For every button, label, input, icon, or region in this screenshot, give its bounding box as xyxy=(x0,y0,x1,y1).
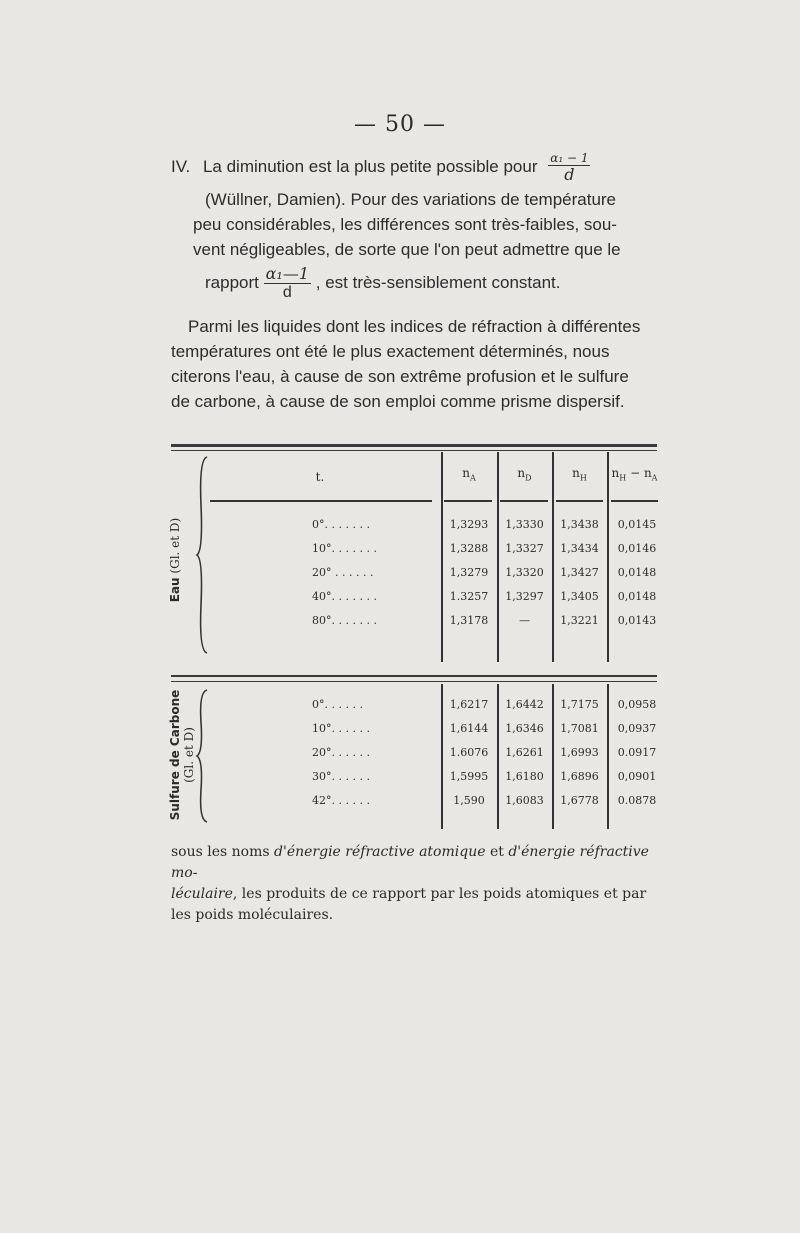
cell-nA: 1,3178 xyxy=(449,614,489,627)
para2-line2: températures ont été le plus exactement déterminés, nous xyxy=(171,342,610,361)
cell-nD: — xyxy=(519,614,530,627)
cell-nH: 1,3221 xyxy=(560,614,599,627)
cell-diff: 0,0146 xyxy=(617,542,657,555)
footnote-line3: les poids moléculaires. xyxy=(171,907,334,923)
cell-nA: 1.6076 xyxy=(449,746,489,759)
header-underline xyxy=(556,500,603,502)
cell-nD: 1,6261 xyxy=(505,746,544,759)
header-nH-minus-nA: $n_H - n_A$ xyxy=(611,466,658,483)
cell-diff: 0,0901 xyxy=(617,770,657,783)
header-underline xyxy=(611,500,658,502)
cell-nH: 1,7081 xyxy=(560,722,599,735)
fraction-rapport xyxy=(264,266,311,301)
cell-nA: 1,3293 xyxy=(449,518,489,531)
row-temperature: 80°. . . . . . . xyxy=(312,614,377,627)
cell-nA: 1,6144 xyxy=(449,722,489,735)
carbon-side-label: Sulfure de Carbone (Gl. et D) xyxy=(168,689,196,821)
cell-nA: 1.3257 xyxy=(449,590,489,603)
cell-diff: 0,0148 xyxy=(617,590,657,603)
table-top-rule-thin xyxy=(171,450,657,451)
cell-nH: 1,3405 xyxy=(560,590,599,603)
cell-nD: 1,6180 xyxy=(505,770,544,783)
fraction-numerator: α₁—1 xyxy=(265,264,310,283)
cell-nD: 1,6083 xyxy=(505,794,544,807)
header-nH: $n_H$ xyxy=(572,466,587,483)
cell-nH: 1,6778 xyxy=(560,794,599,807)
section-iv-line1 xyxy=(171,152,671,183)
cell-diff: 0,0958 xyxy=(617,698,657,711)
cell-nH: 1,6896 xyxy=(560,770,599,783)
row-temperature: 20°. . . . . . xyxy=(312,746,370,759)
cell-nH: 1,3438 xyxy=(560,518,599,531)
row-temperature: 0°. . . . . . xyxy=(312,698,363,711)
fraction-denominator: d xyxy=(282,284,292,301)
footnote-line1: sous les noms d'énergie réfractive atomique et d'énergie réfractive mo- xyxy=(171,844,649,881)
cell-nA: 1,3279 xyxy=(449,566,489,579)
table-mid-rule xyxy=(171,675,657,677)
cell-diff: 0,0937 xyxy=(617,722,657,735)
cell-nH: 1,6993 xyxy=(560,746,599,759)
cell-nD: 1,6442 xyxy=(505,698,544,711)
row-temperature: 30°. . . . . . xyxy=(312,770,370,783)
header-nD: $n_D$ xyxy=(517,466,532,483)
cell-nA: 1,3288 xyxy=(449,542,489,555)
col-divider xyxy=(552,452,554,662)
row-temperature: 20° . . . . . . xyxy=(312,566,374,579)
section-iv-text1: La diminution est la plus petite possible pour xyxy=(202,156,538,176)
footnote xyxy=(171,842,666,926)
cell-nD: 1,3327 xyxy=(505,542,544,555)
section-iv-text5: , est très-sensiblement constant. xyxy=(315,272,561,292)
page-number: — 50 — xyxy=(354,112,446,137)
fraction-alpha-over-d xyxy=(548,152,590,183)
row-temperature: 42°. . . . . . xyxy=(312,794,370,807)
cell-nH: 1,7175 xyxy=(560,698,599,711)
cell-nH: 1,3427 xyxy=(560,566,599,579)
section-iv-line3: peu considérables, les différences sont très-faibles, sou- xyxy=(193,215,617,234)
row-temperature: 10°. . . . . . xyxy=(312,722,370,735)
cell-nA: 1,590 xyxy=(453,794,485,807)
rapport-word: rapport xyxy=(205,272,259,292)
cell-nA: 1,6217 xyxy=(449,698,489,711)
para2-line3: citerons l'eau, à cause de son extrême profusion et le sulfure xyxy=(171,367,629,386)
table-mid-rule-thin xyxy=(171,681,657,682)
cell-diff: 0,0145 xyxy=(617,518,657,531)
col-divider xyxy=(441,452,443,662)
section-iv-line5 xyxy=(205,266,675,301)
row-temperature: 10°. . . . . . . xyxy=(312,542,377,555)
footnote-line2: léculaire, les produits de ce rapport par les poids atomiques et par xyxy=(171,886,647,902)
cell-diff: 0,0148 xyxy=(617,566,657,579)
para2-line4: de carbone, à cause de son emploi comme prisme dispersif. xyxy=(171,392,625,411)
cell-diff: 0.0917 xyxy=(617,746,657,759)
section-iv-line4: vent négligeables, de sorte que l'on peut admettre que le xyxy=(193,240,621,259)
cell-nD: 1,3330 xyxy=(505,518,544,531)
cell-nA: 1,5995 xyxy=(449,770,489,783)
header-t: t. xyxy=(315,470,325,484)
header-underline xyxy=(210,500,432,502)
col-divider xyxy=(497,452,499,662)
fraction-denominator: d xyxy=(564,165,575,184)
cell-diff: 0.0878 xyxy=(617,794,657,807)
col-divider xyxy=(607,452,609,662)
water-brace xyxy=(195,455,211,655)
section-marker: IV. xyxy=(171,156,191,176)
cell-nD: 1,3320 xyxy=(505,566,544,579)
cell-nD: 1,3297 xyxy=(505,590,544,603)
section-iv-line2: (Wüllner, Damien). Pour des variations de température xyxy=(205,190,617,209)
header-nA: $n_A$ xyxy=(462,466,476,483)
water-side-label: Eau (Gl. et D) xyxy=(168,517,182,603)
header-underline xyxy=(500,500,548,502)
cell-nH: 1,3434 xyxy=(560,542,599,555)
header-underline xyxy=(444,500,492,502)
row-temperature: 40°. . . . . . . xyxy=(312,590,377,603)
row-temperature: 0°. . . . . . . xyxy=(312,518,370,531)
cell-nD: 1,6346 xyxy=(505,722,544,735)
cell-diff: 0,0143 xyxy=(617,614,657,627)
para2-line1: Parmi les liquides dont les indices de réfraction à différentes xyxy=(188,317,641,336)
table-top-rule xyxy=(171,444,657,447)
fraction-numerator: α₁ − 1 xyxy=(550,151,589,165)
carbon-brace xyxy=(195,688,211,824)
